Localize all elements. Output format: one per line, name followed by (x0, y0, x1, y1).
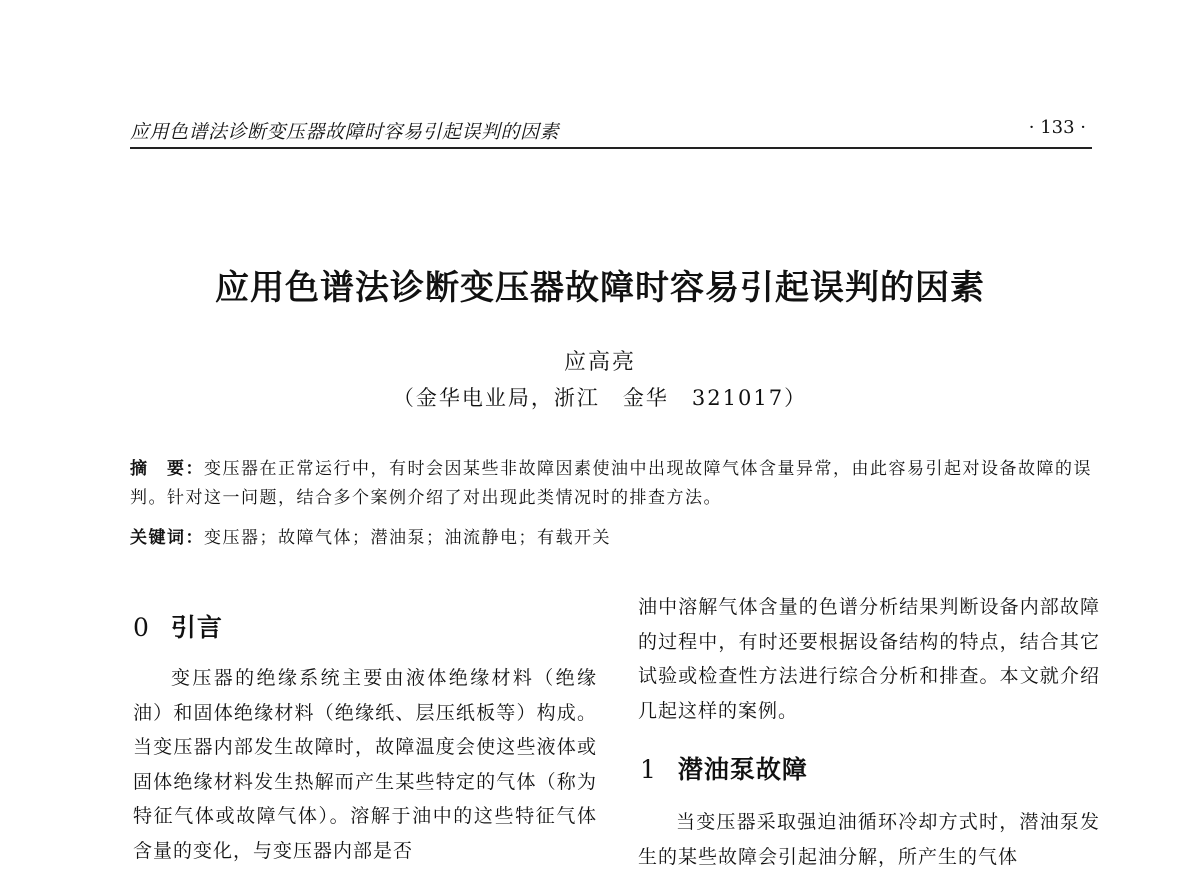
abstract-text: 变压器在正常运行中，有时会因某些非故障因素使油中出现故障气体含量异常，由此容易引起对设备故障的误判。针对这一问题，结合多个案例介绍了对出现此类情况时的排查方法。 (130, 459, 1092, 508)
section-title: 潜油泵故障 (677, 755, 808, 784)
running-header (130, 113, 1092, 149)
abstract (130, 455, 1098, 513)
section-heading-pump (640, 750, 808, 786)
section-number: 1 (640, 755, 656, 784)
author-name: 应高亮 (563, 350, 636, 375)
keywords (130, 524, 1098, 553)
author-affiliation: （金华电业局，浙江 金华 321017） (392, 386, 808, 410)
abstract-label: 摘 要： (130, 459, 204, 479)
section-number: 0 (133, 613, 149, 642)
running-title: 应用色谱法诊断变压器故障时容易引起误判的因素 (130, 121, 560, 143)
pump-paragraph: 当变压器采取强迫油循环冷却方式时，潜油泵发生的某些故障会引起油分解，所产生的气体 (638, 811, 1100, 868)
page-number: · 133 · (1028, 117, 1086, 138)
section-title: 引言 (170, 613, 223, 642)
paper-title: 应用色谱法诊断变压器故障时容易引起误判的因素 (215, 268, 985, 308)
keywords-label: 关键词： (130, 528, 204, 548)
keywords-text: 变压器；故障气体；潜油泵；油流静电；有载开关 (204, 528, 611, 548)
intro-paragraph: 变压器的绝缘系统主要由液体绝缘材料（绝缘油）和固体绝缘材料（绝缘纸、层压纸板等）构成。当变压器内部发生故障时，故障温度会使这些液体或固体绝缘材料发生热解而产生某些特定的气体（称为特征气体或故障气体）。溶解于油中的这些特征气体含量的变化，与变压器内部是否 (133, 667, 597, 862)
section-heading-intro (133, 608, 223, 644)
continuation-paragraph: 油中溶解气体含量的色谱分析结果判断设备内部故障的过程中，有时还要根据设备结构的特点，结合其它试验或检查性方法进行综合分析和排查。本文就介绍几起这样的案例。 (638, 596, 1100, 722)
